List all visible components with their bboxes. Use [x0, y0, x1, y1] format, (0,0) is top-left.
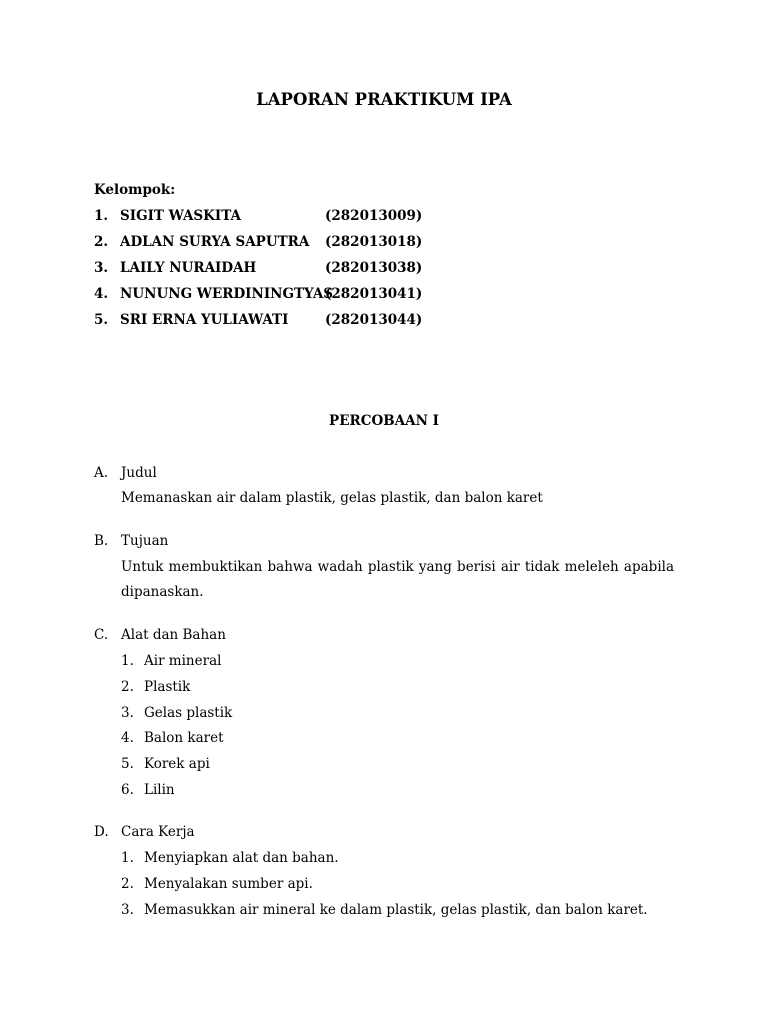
group-label: Kelompok: [94, 182, 176, 198]
section-c-letter: C. [94, 627, 109, 643]
member-nim: (282013044) [325, 312, 423, 328]
list-item-number: 2. [121, 876, 134, 892]
member-nim: (282013041) [325, 286, 423, 302]
section-d-heading: Cara Kerja [121, 824, 195, 840]
list-item: Gelas plastik [144, 705, 233, 721]
member-name: SRI ERNA YULIAWATI [120, 312, 289, 328]
member-name: SIGIT WASKITA [120, 208, 242, 224]
list-item: Lilin [144, 782, 175, 798]
member-number: 4. [94, 286, 109, 302]
section-a-text: Memanaskan air dalam plastik, gelas plastik, dan balon karet [121, 490, 543, 506]
list-item: Menyiapkan alat dan bahan. [144, 850, 339, 866]
member-nim: (282013009) [325, 208, 423, 224]
list-item-number: 2. [121, 679, 134, 695]
list-item: Menyalakan sumber api. [144, 876, 313, 892]
experiment-title: PERCOBAAN I [329, 413, 439, 429]
member-name: NUNUNG WERDININGTYAS [120, 286, 334, 302]
member-name: LAILY NURAIDAH [120, 260, 257, 276]
section-a-letter: A. [94, 465, 109, 481]
report-title: LAPORAN PRAKTIKUM IPA [256, 90, 512, 109]
section-d-letter: D. [94, 824, 109, 840]
section-b-letter: B. [94, 533, 109, 549]
section-a-heading: Judul [121, 465, 157, 481]
member-number: 1. [94, 208, 109, 224]
member-name: ADLAN SURYA SAPUTRA [120, 234, 310, 250]
section-b-text-line1: Untuk membuktikan bahwa wadah plastik yang berisi air tidak meleleh apabila [121, 559, 674, 575]
list-item-number: 3. [121, 902, 134, 918]
member-number: 2. [94, 234, 109, 250]
member-number: 5. [94, 312, 109, 328]
list-item-number: 3. [121, 705, 134, 721]
list-item-number: 6. [121, 782, 134, 798]
list-item-number: 1. [121, 653, 134, 669]
list-item: Plastik [144, 679, 191, 695]
member-number: 3. [94, 260, 109, 276]
section-b-text-line2: dipanaskan. [121, 584, 204, 600]
list-item-number: 4. [121, 730, 134, 746]
list-item: Balon karet [144, 730, 224, 746]
section-b-heading: Tujuan [121, 533, 169, 549]
list-item: Korek api [144, 756, 210, 772]
member-nim: (282013038) [325, 260, 423, 276]
list-item: Air mineral [144, 653, 222, 669]
list-item: Memasukkan air mineral ke dalam plastik, gelas plastik, dan balon karet. [144, 902, 648, 918]
list-item-number: 5. [121, 756, 134, 772]
list-item-number: 1. [121, 850, 134, 866]
section-c-heading: Alat dan Bahan [121, 627, 226, 643]
member-nim: (282013018) [325, 234, 423, 250]
